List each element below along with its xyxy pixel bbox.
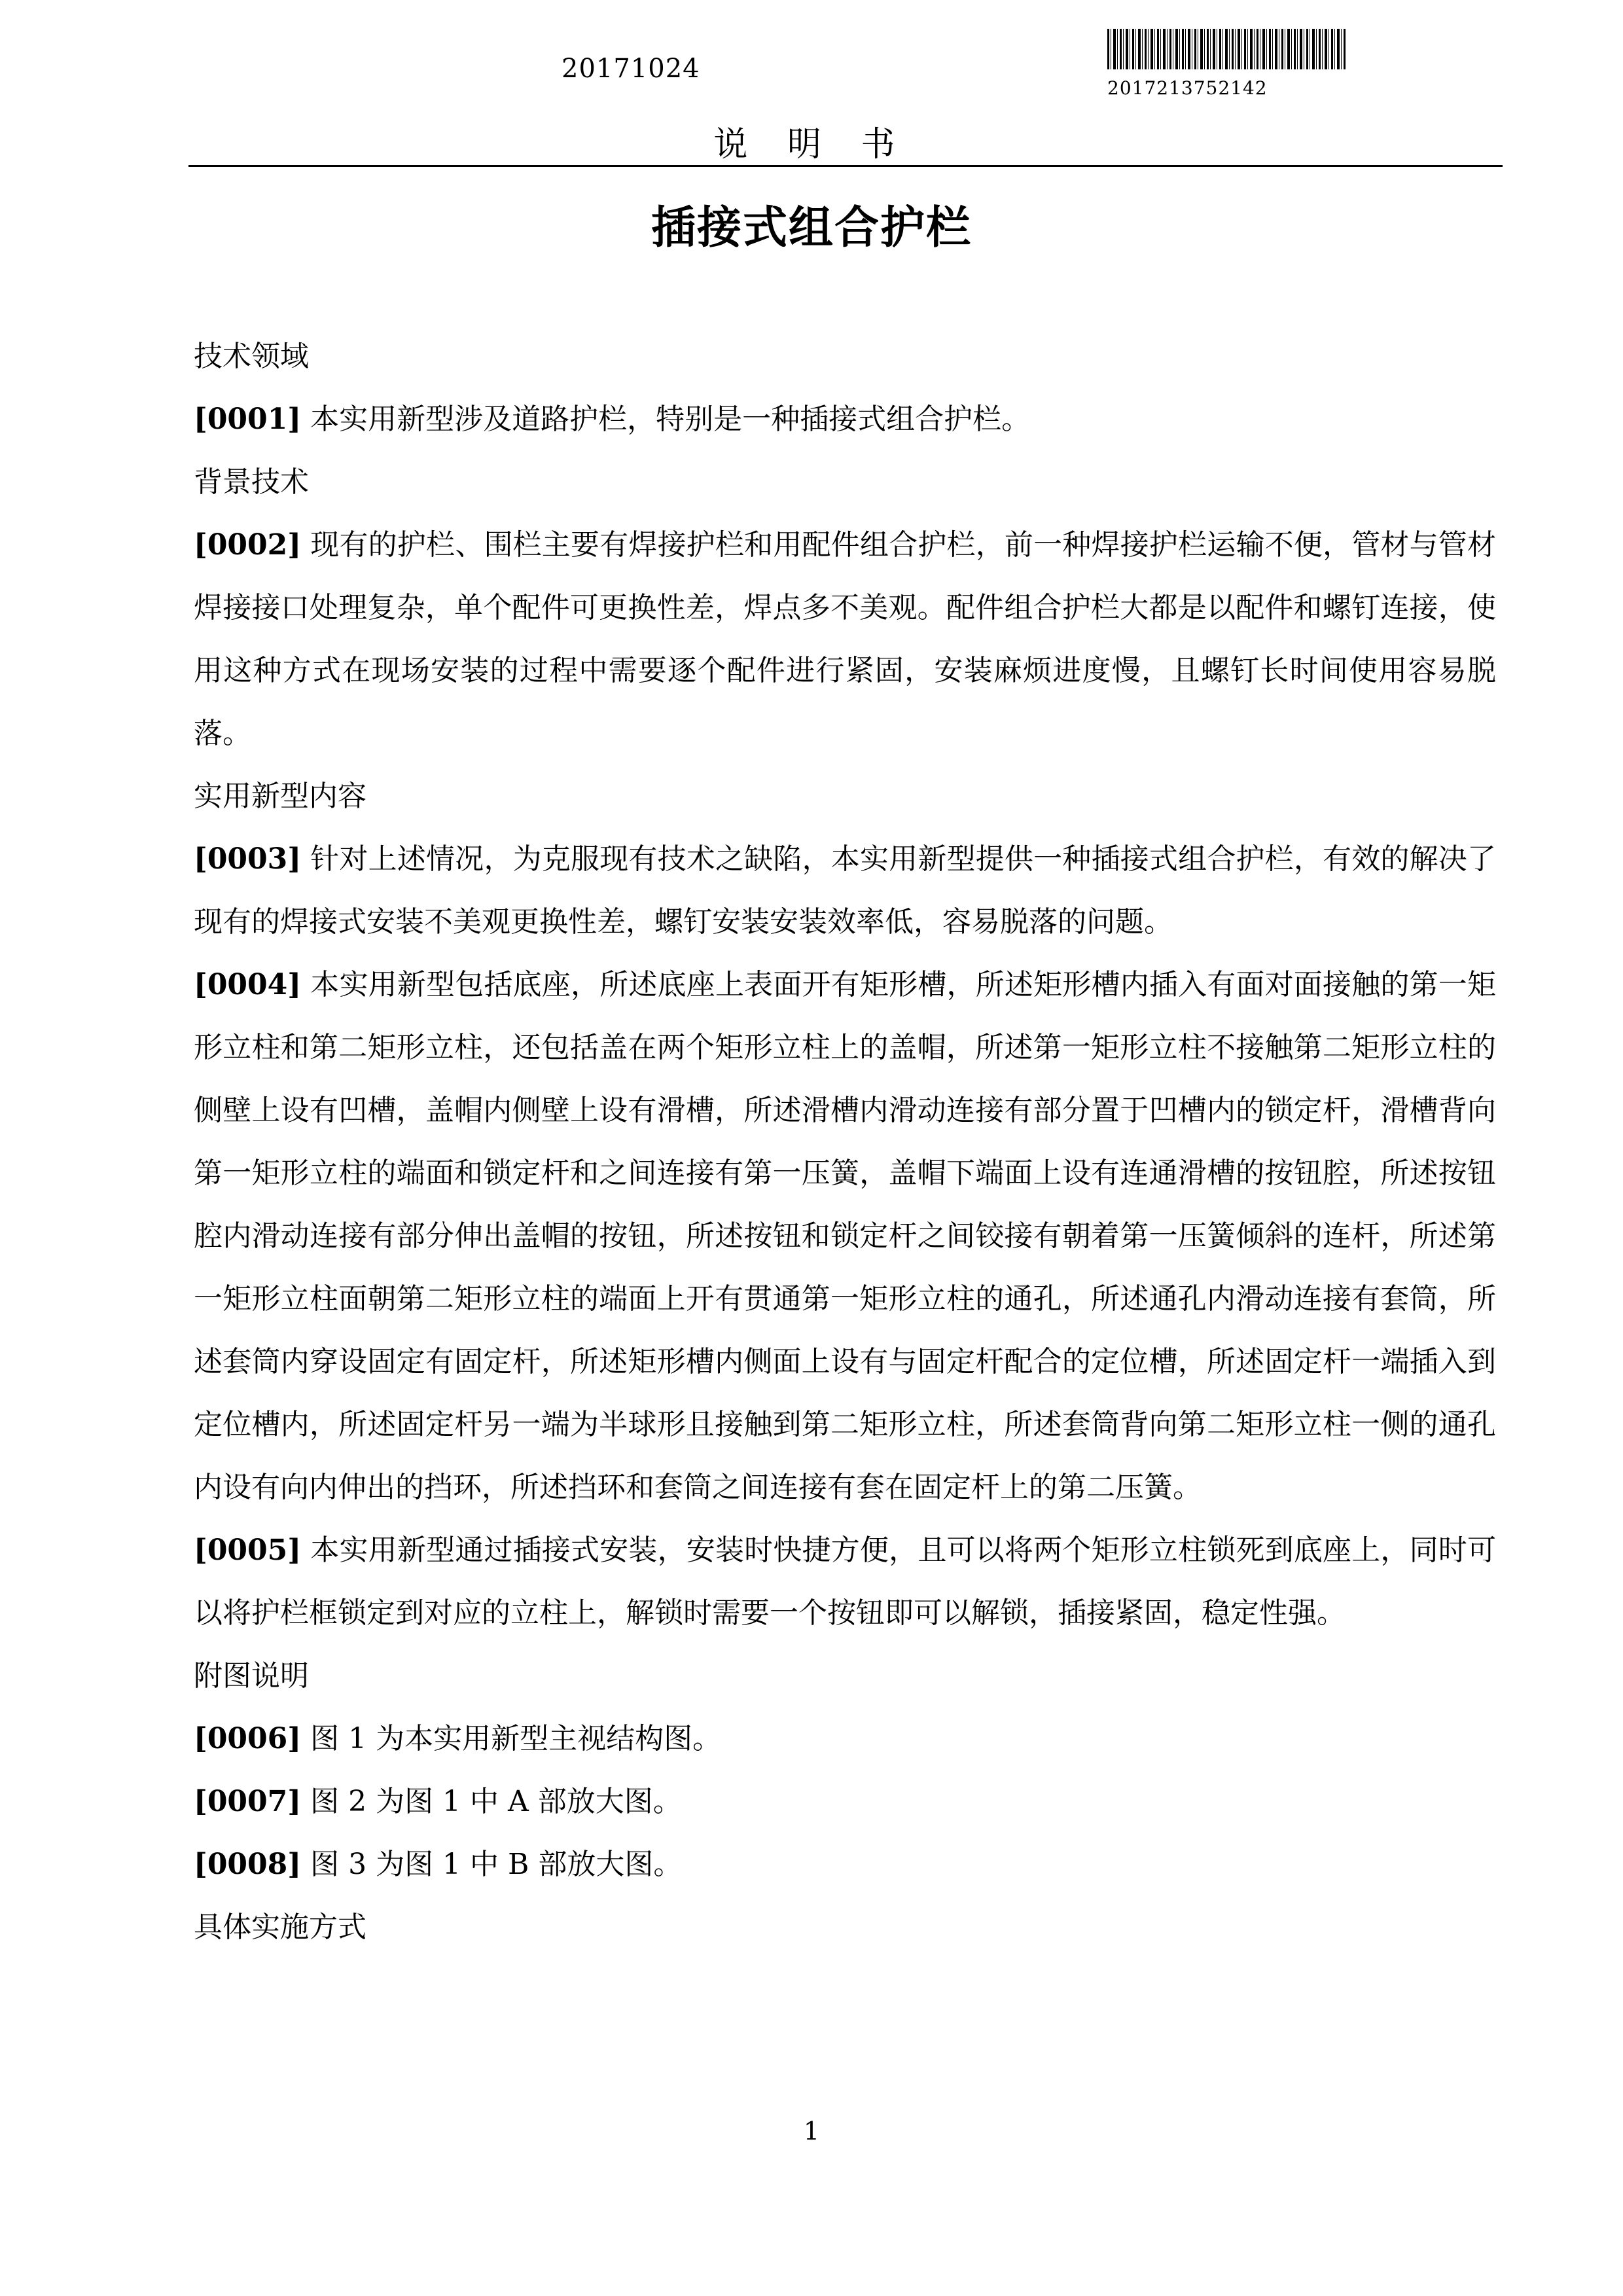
paragraph-number: [0003] xyxy=(194,842,302,876)
page-number: 1 xyxy=(803,2117,820,2145)
paragraph-text: 本实用新型涉及道路护栏，特别是一种插接式组合护栏。 xyxy=(310,403,1031,436)
heading-embodiment: 具体实施方式 xyxy=(194,1910,366,1944)
paragraph-text: 针对上述情况，为克服现有技术之缺陷，本实用新型提供一种插接式组合护栏，有效的解决了现有的焊接式安装不美观更换性差，螺钉安装安装效率低，容易脱落的问题。 xyxy=(194,842,1496,939)
paragraph-0004 xyxy=(194,954,1496,1519)
paragraph-text: 图 3 为图 1 中 B 部放大图。 xyxy=(310,1848,683,1881)
paragraph-0008 xyxy=(194,1833,1496,1896)
paragraph-number: [0004] xyxy=(194,968,302,1001)
document-title: 插接式组合护栏 xyxy=(651,202,972,254)
paragraph-text: 图 1 为本实用新型主视结构图。 xyxy=(310,1722,722,1755)
paragraph-text: 现有的护栏、围栏主要有焊接护栏和用配件组合护栏，前一种焊接护栏运输不便，管材与管材焊接接口处理复杂，单个配件可更换性差，焊点多不美观。配件组合护栏大都是以配件和螺钉连接，使用这种方式在现场安装的过程中需要逐个配件进行紧固，安装麻烦进度慢，且螺钉长时间使用容易脱落。 xyxy=(194,528,1496,750)
header-divider xyxy=(188,165,1503,167)
barcode-image xyxy=(1107,29,1347,69)
paragraph-text: 本实用新型通过插接式安装，安装时快捷方便，且可以将两个矩形立柱锁死到底座上，同时可以将护栏框锁定到对应的立柱上，解锁时需要一个按钮即可以解锁，插接紧固，稳定性强。 xyxy=(194,1534,1496,1630)
paragraph-0001 xyxy=(194,388,1496,451)
paragraph-0005 xyxy=(194,1519,1496,1645)
paragraph-0003 xyxy=(194,828,1496,954)
paragraph-number: [0007] xyxy=(194,1785,302,1818)
paragraph-0007 xyxy=(194,1770,1496,1833)
section-header: 说 明 书 xyxy=(713,125,910,164)
heading-content: 实用新型内容 xyxy=(194,780,366,813)
paragraph-number: [0005] xyxy=(194,1534,302,1567)
paragraph-text: 图 2 为图 1 中 A 部放大图。 xyxy=(310,1785,682,1818)
paragraph-text: 本实用新型包括底座，所述底座上表面开有矩形槽，所述矩形槽内插入有面对面接触的第一矩形立柱和第二矩形立柱，还包括盖在两个矩形立柱上的盖帽，所述第一矩形立柱不接触第二矩形立柱的侧壁上设有凹槽，盖帽内侧壁上设有滑槽，所述滑槽内滑动连接有部分置于凹槽内的锁定杆，滑槽背向第一矩形立柱的端面和锁定杆和之间连接有第一压簧，盖帽下端面上设有连通滑槽的按钮腔，所述按钮腔内滑动连接有部分伸出盖帽的按钮，所述按钮和锁定杆之间铰接有朝着第一压簧倾斜的连杆，所述第一矩形立柱面朝第二矩形立柱的端面上开有贯通第一矩形立柱的通孔，所述通孔内滑动连接有套筒，所述套筒内穿设固定有固定杆，所述矩形槽内侧面上设有与固定杆配合的定位槽，所述固定杆一端插入到定位槽内，所述固定杆另一端为半球形且接触到第二矩形立柱，所述套筒背向第二矩形立柱一侧的通孔内设有向内伸出的挡环，所述挡环和套筒之间连接有套在固定杆上的第二压簧。 xyxy=(194,968,1496,1504)
heading-background: 背景技术 xyxy=(194,465,309,499)
paragraph-number: [0001] xyxy=(194,403,302,436)
heading-figures: 附图说明 xyxy=(194,1659,309,1693)
paragraph-number: [0006] xyxy=(194,1722,302,1755)
publication-number: 2017213752142 xyxy=(1107,77,1268,99)
paragraph-number: [0002] xyxy=(194,528,302,562)
paragraph-0002 xyxy=(194,514,1496,765)
filing-date: 20171024 xyxy=(562,54,700,84)
paragraph-number: [0008] xyxy=(194,1848,302,1881)
document-body xyxy=(194,325,1496,1959)
paragraph-0006 xyxy=(194,1708,1496,1770)
heading-tech-field: 技术领域 xyxy=(194,340,309,373)
